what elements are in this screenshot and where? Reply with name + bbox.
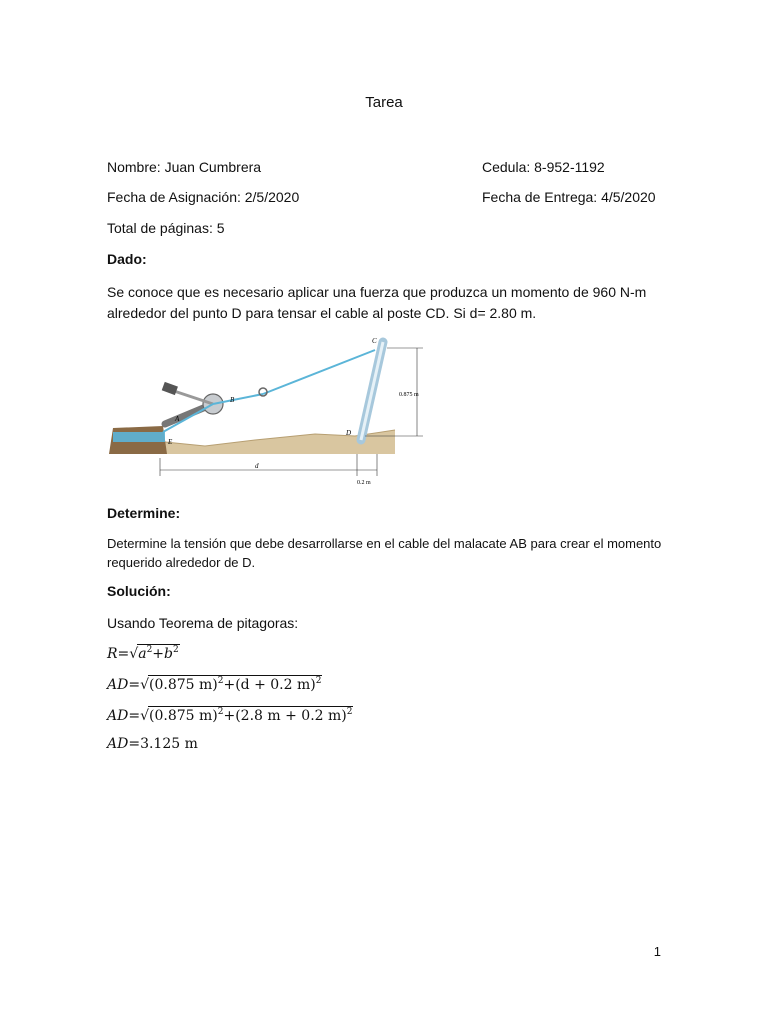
student-name: Nombre: Juan Cumbrera	[107, 159, 262, 175]
given-text: Se conoce que es necesario aplicar una fuerza que produzca un momento de 960 N-m alrededor del punto D para tensar el cable al poste CD. Si d= 2.80 m.	[107, 284, 647, 321]
eq4-lhs: AD	[107, 736, 129, 752]
eq3-lhs: AD	[107, 708, 129, 724]
winch-cable-figure	[105, 332, 435, 492]
equation-3: AD=√(0.875 m)$^2$+(2.8 m + 0.2 m)$^2$	[107, 707, 353, 724]
solution-heading: Solución:	[107, 583, 171, 599]
eq2-term2: (d + 0.2 m)	[235, 677, 316, 693]
label-c: C	[372, 337, 377, 345]
label-b: B	[230, 396, 235, 404]
eq2-lhs: AD	[107, 677, 129, 693]
page-number: 1	[653, 944, 661, 959]
given-heading: Dado:	[107, 251, 147, 267]
post-highlight	[361, 342, 383, 440]
solution-intro: Usando Teorema de pitagoras:	[107, 615, 299, 631]
equation-4: AD=3.125 m	[107, 736, 198, 752]
determine-heading: Determine:	[107, 505, 181, 521]
eq3-term2: (2.8 m + 0.2 m)	[235, 708, 347, 724]
label-offset: 0.2 m	[357, 480, 371, 486]
eq2-exp1: 2	[217, 676, 224, 686]
eq1-exp-a: 2	[146, 645, 153, 655]
label-height: 0.875 m	[399, 392, 419, 398]
label-d: D	[346, 429, 352, 437]
stump-cable-wrap	[113, 432, 165, 442]
eq1-lhs: R	[107, 646, 118, 662]
total-pages: Total de páginas: 5	[107, 220, 225, 236]
label-a: A	[175, 415, 180, 423]
assignment-date: Fecha de Asignación: 2/5/2020	[107, 189, 300, 205]
determine-text: Determine la tensión que debe desarrollarse en el cable del malacate AB para crear el momento requerido alrededor de D.	[107, 536, 662, 570]
equation-2: AD=√(0.875 m)$^2$+(d + 0.2 m)$^2$	[107, 676, 322, 693]
eq4-rhs: 3.125 m	[140, 736, 198, 752]
eq3-exp2: 2	[346, 707, 353, 717]
eq3-exp1: 2	[217, 707, 224, 717]
eq2-term1: (0.875 m)	[149, 677, 218, 693]
student-id: Cedula: 8-952-1192	[482, 159, 605, 175]
due-date: Fecha de Entrega: 4/5/2020	[482, 189, 656, 205]
label-e: E	[168, 438, 173, 446]
eq1-exp-b: 2	[173, 645, 179, 655]
document-title: Tarea	[365, 94, 403, 111]
eq1-b: b	[164, 646, 173, 662]
label-dim-d: d	[255, 462, 259, 470]
eq1-a: a	[138, 646, 147, 662]
cable-bc	[263, 350, 375, 394]
eq2-exp2: 2	[315, 676, 322, 686]
winch-handle-grip	[162, 382, 178, 395]
eq3-term1: (0.875 m)	[149, 708, 218, 724]
equation-1: $R=√a^2+b^2$	[107, 645, 179, 662]
